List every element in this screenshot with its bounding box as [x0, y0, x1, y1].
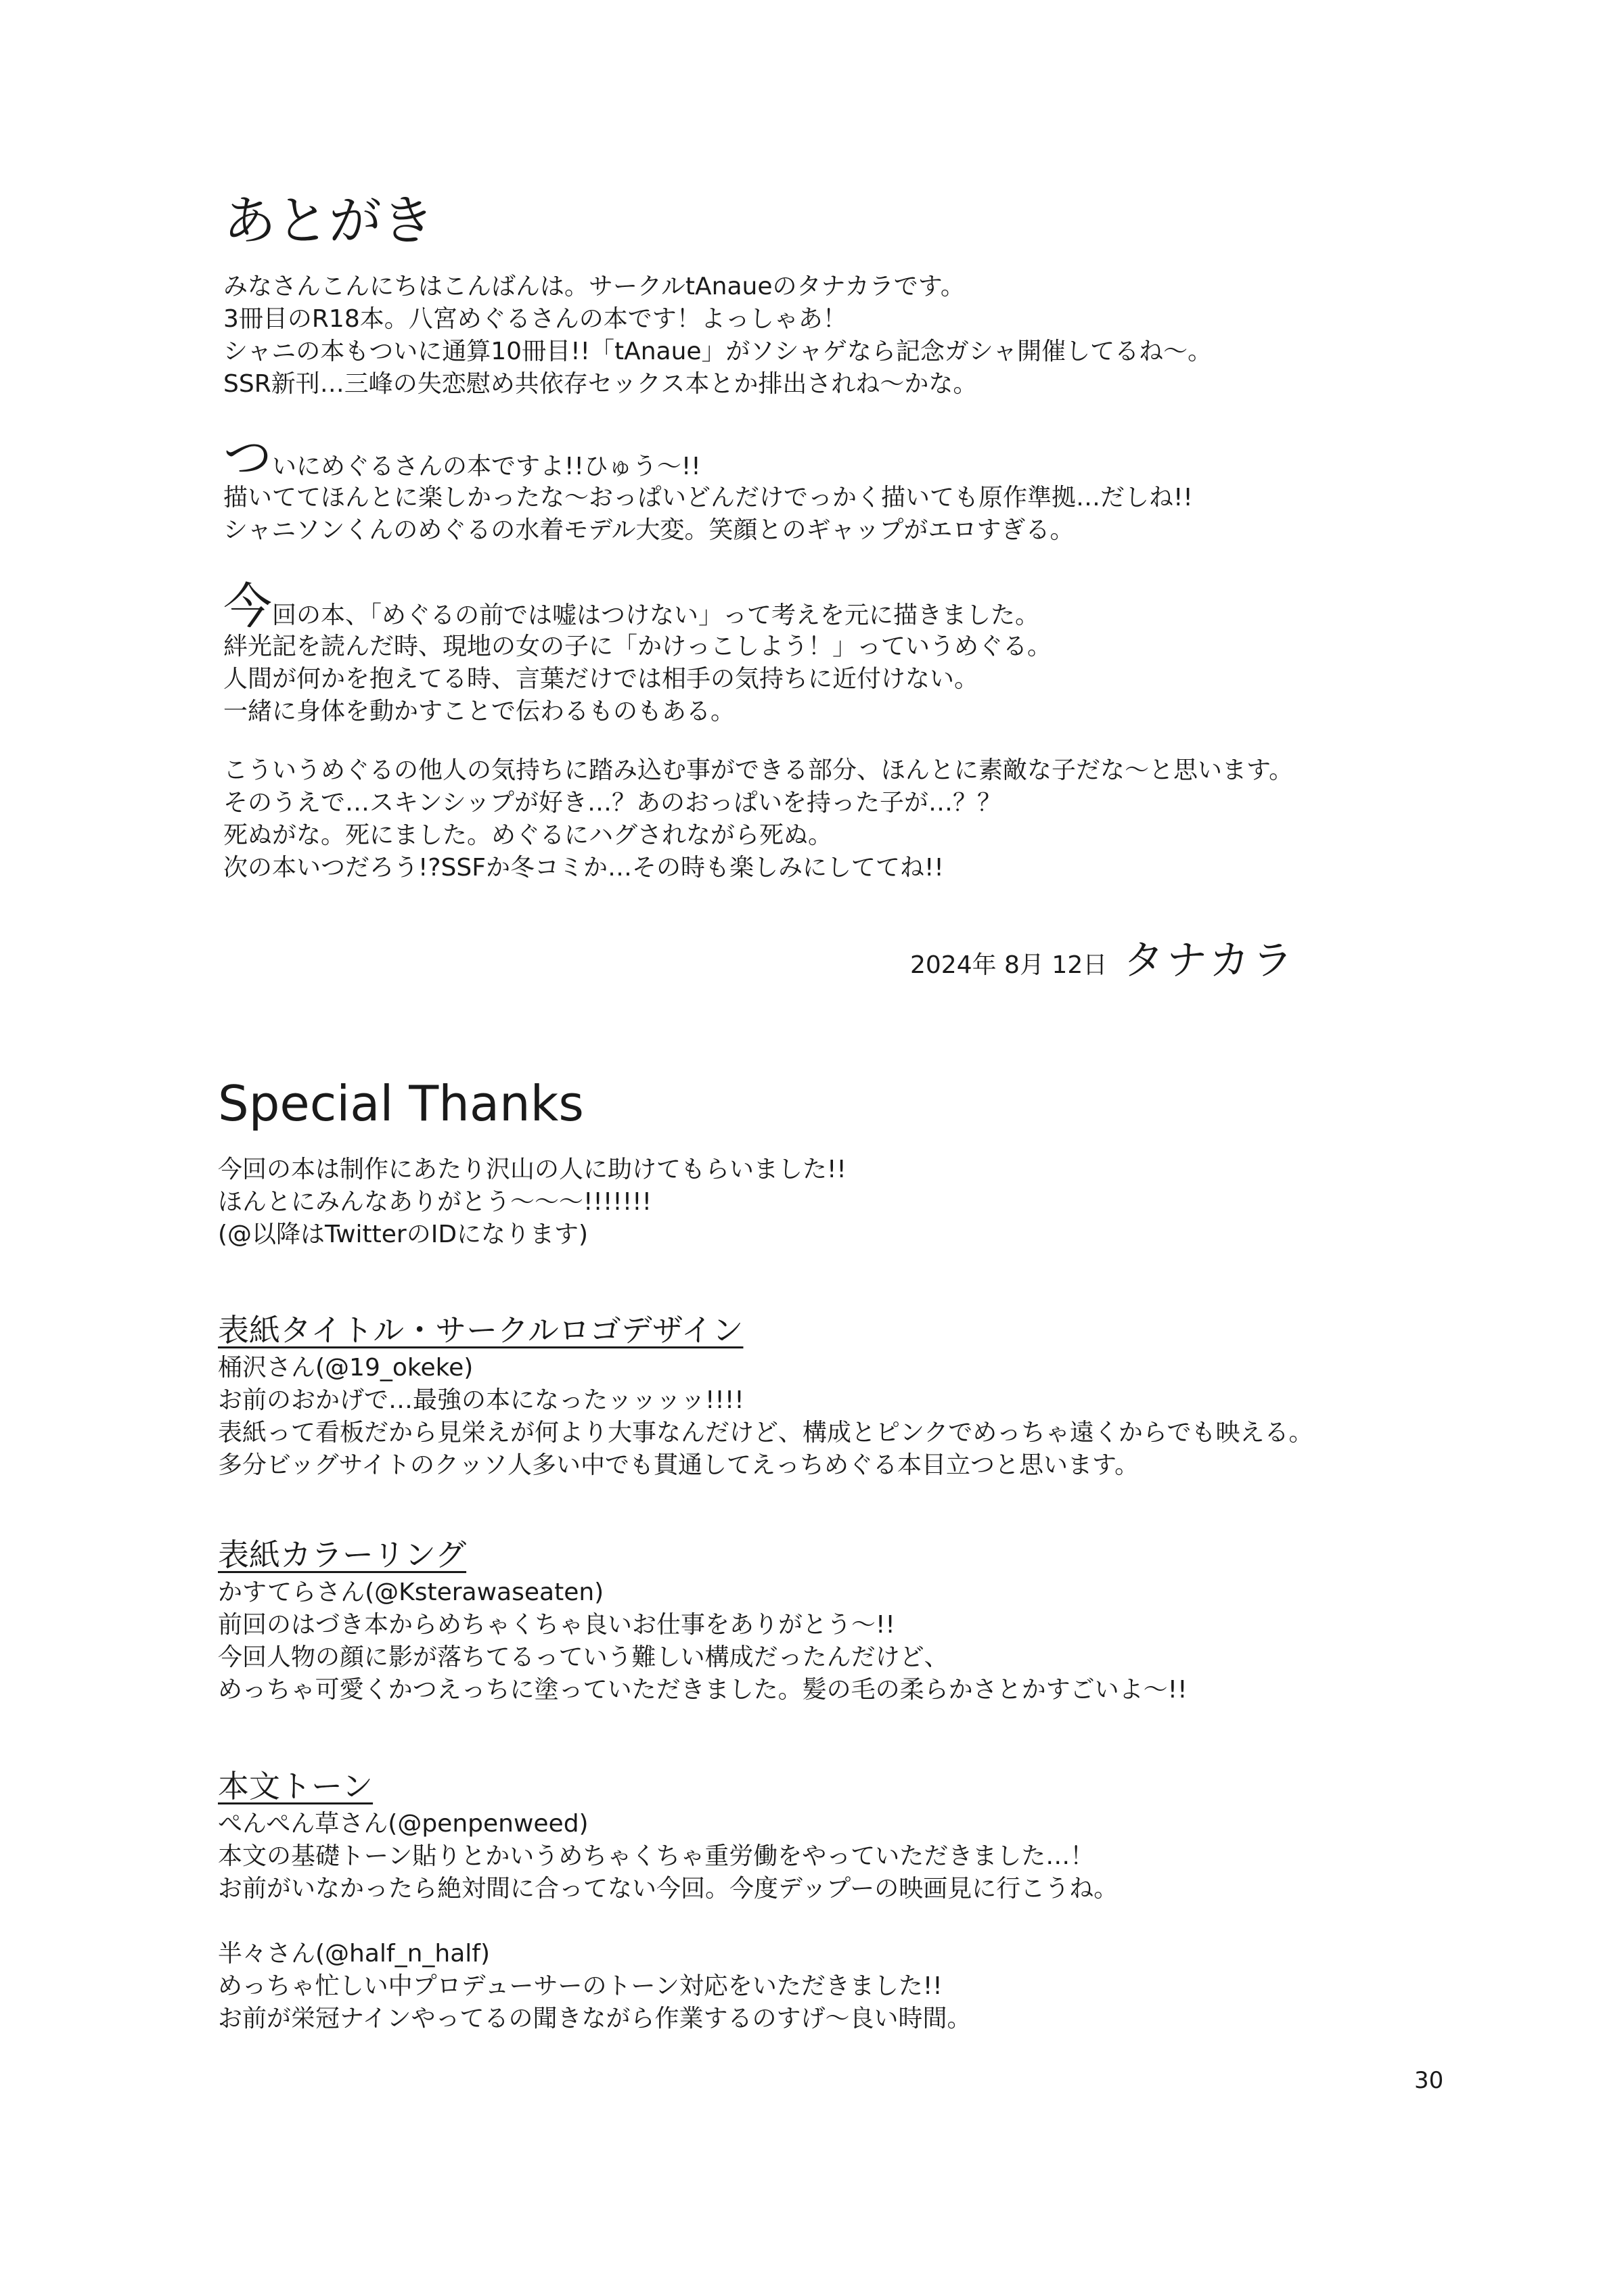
text-line: そのうえで…スキンシップが好き…？あのおっぱいを持った子が…？？ — [223, 789, 1002, 817]
section-body-cover-title-logo — [218, 1352, 1313, 1482]
text-line: シャニソンくんのめぐるの水着モデル大変。笑顔とのギャップがエロすぎる。 — [223, 516, 1075, 544]
section-heading-body-tone: 本文トーン — [218, 1768, 374, 1804]
section-heading-cover-title-logo: 表紙タイトル・サークルロゴデザイン — [218, 1312, 744, 1348]
text-line: 今回の本は制作にあたり沢山の人に助けてもらいました!! — [218, 1156, 847, 1183]
text-line: みなさんこんにちはこんばんは。サークルtAnaueのタナカラです。 — [223, 273, 965, 300]
text-line: シャニの本もついに通算10冊目!!「tAnaue」がソシャゲなら記念ガシャ開催してるね～。 — [223, 338, 1213, 365]
text-line: かすてらさん(@Ksterawaseaten) — [218, 1578, 604, 1606]
afterword-para3-first-line — [223, 578, 1040, 635]
afterword-title: あとがき — [223, 191, 435, 252]
text-line: 一緒に身体を動かすことで伝わるものもある。 — [223, 698, 736, 725]
text-line: お前が栄冠ナインやってるの聞きながら作業するのすげ～良い時間。 — [218, 2005, 972, 2032]
text-line: 3冊目のR18本。八宮めぐるさんの本です！よっしゃあ！ — [223, 305, 847, 333]
section-body-cover-coloring — [218, 1576, 1188, 1706]
section-body-body-tone — [218, 1808, 1118, 2035]
text-line: 人間が何かを抱えてる時、言葉だけでは相手の気持ちに近付けない。 — [223, 665, 979, 693]
special-thanks-title: Special Thanks — [218, 1075, 584, 1132]
afterword-author: タナカラ — [1123, 937, 1296, 984]
afterword-intro — [223, 271, 1212, 401]
text-line: 死ぬがな。死にました。めぐるにハグされながら死ぬ。 — [223, 821, 833, 849]
text-line: ぺんぺん草さん(@penpenweed) — [218, 1810, 589, 1838]
text-line: 本文の基礎トーン貼りとかいうめちゃくちゃ重労働をやっていただきました…！ — [218, 1842, 1095, 1870]
text-line: 今回人物の顔に影が落ちてるっていう難しい構成だったんだけど、 — [218, 1643, 949, 1671]
text-line: めっちゃ可愛くかつえっちに塗っていただきました。髪の毛の柔らかさとかすごいよ～!! — [218, 1676, 1188, 1704]
text-line: 絆光記を読んだ時、現地の女の子に「かけっこしよう！」っていうめぐる。 — [223, 633, 1052, 660]
text-line: お前のおかげで…最強の本になったッッッッ!!!! — [218, 1386, 744, 1414]
afterword-para2-first-line — [223, 429, 701, 486]
text-line — [218, 1905, 1118, 1938]
text-line: 表紙って看板だから見栄えが何より大事なんだけど、構成とピンクでめっちゃ遠くからでも映える。 — [218, 1419, 1313, 1447]
text-line: (@以降はTwitterのIDになります) — [218, 1221, 589, 1248]
text-line: お前がいなかったら絶対間に合ってない今回。今度デップーの映画見に行こうね。 — [218, 1875, 1119, 1903]
text-line: SSR新刊…三峰の失恋慰め共依存セックス本とか排出されね～かな。 — [223, 370, 978, 398]
dropcap: つ — [223, 429, 273, 486]
afterword-date: 2024年 8月 12日 — [910, 951, 1108, 979]
text-line: 次の本いつだろう!?SSFか冬コミか…その時も楽しみにしててね!! — [223, 854, 944, 882]
afterword-para4 — [223, 754, 1293, 884]
text-line: 描いててほんとに楽しかったな～おっぱいどんだけでっかく描いても原作準拠…だしね!! — [223, 484, 1193, 512]
text-line: こういうめぐるの他人の気持ちに踏み込む事ができる部分、ほんとに素敵な子だな～と思います。 — [223, 756, 1294, 784]
dropcap: 今 — [223, 578, 273, 635]
special-thanks-intro — [218, 1154, 847, 1251]
afterword-para2 — [223, 482, 1193, 547]
section-heading-cover-coloring: 表紙カラーリング — [218, 1537, 467, 1573]
text-line: 桶沢さん(@19_okeke) — [218, 1354, 474, 1382]
text-line: いにめぐるさんの本ですよ!!ひゅう～!! — [272, 453, 701, 480]
text-line: 多分ビッグサイトのクッソ人多い中でも貫通してえっちめぐる本目立つと思います。 — [218, 1451, 1140, 1479]
afterword-para3 — [223, 631, 1052, 728]
page-number: 30 — [1414, 2067, 1444, 2094]
text-line: ほんとにみんなありがとう～～～!!!!!!! — [218, 1188, 652, 1216]
text-line: 半々さん(@half_n_half) — [218, 1940, 491, 1968]
text-line: 回の本、「めぐるの前では嘘はつけない」って考えを元に描きました。 — [272, 601, 1040, 629]
text-line: 前回のはづき本からめちゃくちゃ良いお仕事をありがとう～!! — [218, 1611, 895, 1639]
text-line: めっちゃ忙しい中プロデューサーのトーン対応をいただきました!! — [218, 1972, 943, 2000]
